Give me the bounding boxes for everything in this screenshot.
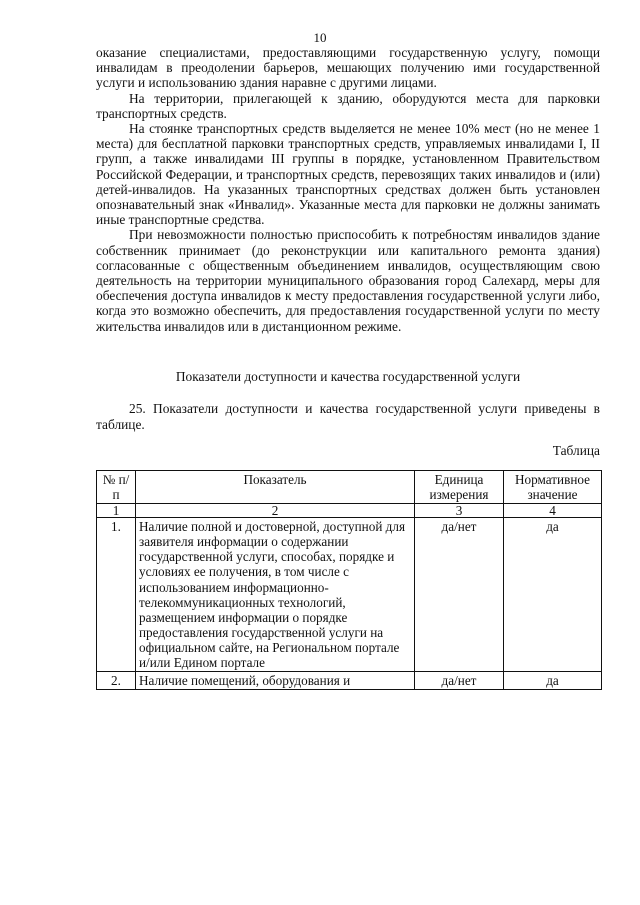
table-row [97,518,602,672]
paragraph-continued: оказание специалистами, предоставляющими государственную услугу, помощи инвалидам в преодолении барьеров, мешающих получению ими государственной услуги и использованию здания наравне с другими лицами. [96,45,600,91]
row-norm: да [504,518,602,672]
column-number: 4 [504,504,602,518]
paragraph-adaptation: При невозможности полностью приспособить к потребностям инвалидов здание собственник принимает (до реконструкции или капитального ремонта здания) согласованные с общественным объединением инвалидов, осуществляющим свою деятельность на территории муниципального образования город Салехард, меры для обеспечения доступа инвалидов к месту предоставления государственной услуги либо, когда это возможно обеспечить, для предоставления государственной услуги по месту жительства инвалидов или в дистанционном режиме. [96,227,600,334]
section-heading: Показатели доступности и качества государственной услуги [175,369,521,384]
paragraph-parking-quota: На стоянке транспортных средств выделяется не менее 10% мест (но не менее 1 места) для бесплатной парковки транспортных средств, управляемых инвалидами I, II групп, а также инвалидами III группы в порядке, установленном Правительством Российской Федерации, и транспортных средств, перевозящих таких инвалидов и (или) детей-инвалидов. На указанных транспортных средствах должен быть установлен опознавательный знак «Инвалид». Указанные места для парковки не должны занимать иные транспортные средства. [96,121,600,228]
row-number: 2. [97,672,136,690]
row-number: 1. [97,518,136,672]
paragraph-parking: На территории, прилегающей к зданию, оборудуются места для парковки транспортных средств. [96,90,600,121]
column-number: 2 [136,504,415,518]
header-norm: Нормативное значение [504,471,602,504]
row-unit: да/нет [415,672,504,690]
indicators-table [96,470,602,690]
row-norm: да [504,672,602,690]
header-no: № п/п [97,471,136,504]
column-numbers-row [97,504,602,518]
row-indicator: Наличие помещений, оборудования и [136,672,415,690]
header-unit: Единица измерения [415,471,504,504]
page-number: 10 [313,30,327,45]
header-indicator: Показатель [136,471,415,504]
column-number: 3 [415,504,504,518]
column-number: 1 [97,504,136,518]
table-header-row [97,471,602,504]
body-text [96,45,600,334]
row-unit: да/нет [415,518,504,672]
intro-paragraph: 25. Показатели доступности и качества государственной услуги приведены в таблице. [96,401,600,432]
row-indicator: Наличие полной и достоверной, доступной для заявителя информации о содержании государственной услуги, способах, порядке и условиях ее получения, в том числе с использованием информационно-телекоммуникационных технологий, размещением информации о порядке предоставления государственной услуги на официальном сайте, на Региональном портале и/или Едином портале [136,518,415,672]
table-row [97,672,602,690]
table-caption: Таблица [552,443,600,458]
